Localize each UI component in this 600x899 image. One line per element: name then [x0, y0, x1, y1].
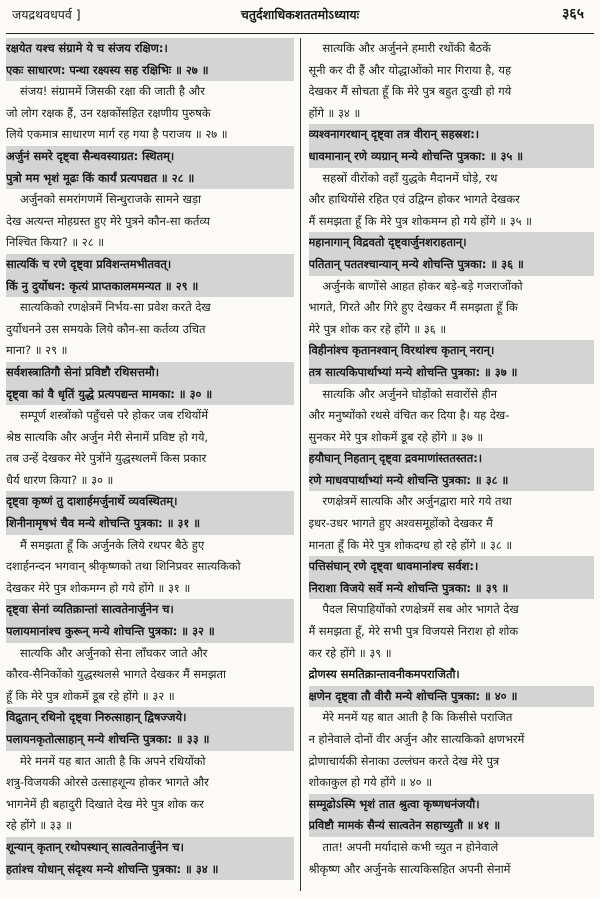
translation-line: तब उन्हें देखकर मेरे पुत्रोंने युद्धस्थलमें किस प्रकार — [6, 451, 207, 466]
translation-line: न होनेवाले दोनों वीर अर्जुन और सात्यकिको क्षणभरमें — [308, 732, 525, 746]
sanskrit-verse-line: पुत्रो मम भृशं मूढः किं कार्यं प्रत्यपद्यत ॥ २८ ॥ — [6, 168, 294, 190]
translation-line: श्रेष्ठ सात्यकि और अर्जुन मेरी सेनामें प्रविष्ट हो गये, — [6, 429, 209, 444]
page-header — [6, 0, 594, 34]
translation-paragraph — [309, 384, 595, 449]
translation-line: तात! अपनी मर्यादासे कभी च्युत न होनेवाले — [322, 839, 499, 854]
translation-line: सात्यकि और अर्जुनने हमारी रथोंकी बैठकें — [322, 41, 491, 55]
translation-line: द्रोणाचार्यकी सेनाका उल्लंघन करते देख मेरे पुत्र — [308, 753, 500, 768]
translation-paragraph — [6, 643, 294, 708]
translation-line: होंगे ॥ ३४ ॥ — [308, 105, 361, 120]
translation-line: मानता हूँ कि मेरे पुत्र शोकदग्ध हो रहे होंगे ॥ ३८ ॥ — [308, 537, 513, 552]
translation-line: सात्यकिको रणक्षेत्रमें निर्भय-सा प्रवेश करते देख — [20, 300, 211, 315]
sanskrit-verse-line: शिनीनामृषभं चैव मन्ये शोचन्ति पुत्रका: ॥ ३१ ॥ — [6, 513, 294, 535]
translation-line: धैर्य धारण किया? ॥ ३० ॥ — [6, 472, 114, 487]
translation-paragraph — [309, 707, 595, 793]
sanskrit-verse-line: सात्यकिं च रणे दृष्ट्वा प्रविशन्तमभीतवत्। — [6, 254, 294, 276]
translation-paragraph — [6, 405, 294, 491]
translation-paragraph — [309, 38, 595, 124]
translation-line: देखकर मैं सोचता हूँ कि मेरे पुत्र बहुत दुःखी हो गये — [308, 84, 512, 99]
sanskrit-verse-line: पतितान् पततश्चान्यान् मन्ये शोचन्ति पुत्रका: ॥ ३६ ॥ — [309, 254, 595, 276]
translation-line: मैं समझता हूँ कि अर्जुनके लिये रथपर बैठे हुए — [20, 537, 205, 552]
translation-paragraph — [6, 751, 294, 837]
translation-line: जो लोग रक्षक हैं, उन रक्षकोंसहित रक्षणीय पुरुषके — [6, 105, 211, 120]
translation-line: सात्यकि और अर्जुनको सेना लाँघकर जाते और — [20, 645, 208, 660]
text-columns — [6, 38, 594, 899]
sanskrit-verse-line: द्रोणस्य समतिक्रान्तावनीकमपराजितौ। — [308, 667, 460, 682]
translation-line: मेरे मनमें यह बात आती है कि किसीसे पराजित — [322, 710, 513, 725]
sanskrit-verse-line: निराशा विजये सर्वे मन्ये शोचन्ति पुत्रका: ॥ ३९ ॥ — [309, 578, 595, 600]
translation-paragraph — [309, 276, 595, 341]
translation-line: सम्पूर्ण शस्त्रोंको पहुँचसे परे होकर जब रथियोंमें — [20, 408, 209, 423]
sanskrit-verse-line: क्षणेन दृष्ट्वा तौ वीरौ मन्ये शोचन्ति पुत्रका: ॥ ४० ॥ — [309, 686, 595, 708]
translation-line: भागनेमें ही बहादुरी दिखाते देख मेरे पुत्र शोक कर — [6, 796, 204, 811]
translation-line: और हाथियोंसे रहित एवं उद्विग्न होकर भागते देखकर — [308, 192, 520, 207]
translation-line: दुर्योधनने उस समयके लिये कौन-सा कर्तव्य उचित — [6, 321, 206, 336]
translation-line: अर्जुनके बाणोंसे आहत होकर बड़े-बड़े गजराजोंको — [322, 278, 523, 293]
sanskrit-verse-line: विद्रुतान् रथिनो दृष्ट्वा निरुत्साहान् द्विषज्जये। — [6, 707, 294, 729]
sanskrit-verse-line: महानागान् विद्रवतो दृष्ट्वार्जुनशराहतान्। — [309, 232, 595, 254]
translation-line: रहे होंगे ॥ ३३ ॥ — [6, 818, 73, 833]
sanskrit-verse-line: व्यश्वनागरथान् दृष्ट्वा तत्र वीरान् सहस्रश:। — [309, 124, 595, 146]
sanskrit-verse-line: प्रविष्टौ मामकं सैन्यं सात्वतेन सहाच्युतौ ॥ ४१ ॥ — [309, 815, 595, 837]
translation-line: मेरे मनमें यह बात आती है कि अपने रथियोंको — [20, 753, 206, 768]
translation-line: शत्रु-विजयकी ओरसे उत्साहशून्य होकर भागते और — [6, 775, 209, 790]
sanskrit-verse-line: हयौघान् निहतान् दृष्ट्वा द्रवमाणांस्ततस्तत:। — [309, 448, 595, 470]
translation-line: पैदल सिपाहियोंको रणक्षेत्रमें सब ओर भागते देख — [322, 602, 519, 617]
translation-paragraph — [309, 491, 595, 556]
translation-line: इधर-उधर भागते हुए अश्वसमूहोंको देखकर मैं — [308, 516, 493, 531]
sanskrit-verse-line: पलायमानांश्च कुरून् मन्ये शोचन्ति पुत्रका: ॥ ३२ ॥ — [6, 621, 294, 643]
translation-line: मैं समझता हूँ कि मेरे पुत्र शोकमग्न हो गये होंगे ॥ ३५ ॥ — [308, 213, 533, 228]
translation-line: कर रहे होंगे ॥ ३९ ॥ — [308, 645, 392, 660]
translation-line: माना? ॥ २९ ॥ — [6, 343, 68, 358]
translation-line: सुनकर मेरे पुत्र शोकमें डूब रहे होंगे ॥ ३७ ॥ — [308, 429, 484, 444]
translation-line: और मनुष्योंको रथसे वंचित कर दिया है। यह देख- — [308, 408, 510, 423]
translation-paragraph — [6, 81, 294, 146]
translation-paragraph — [309, 168, 595, 233]
sanskrit-verse-line: एकः साधारण: पन्था रक्ष्यस्य सह रक्षिभिः ॥ २७ ॥ — [6, 60, 294, 82]
sanskrit-verse-line: दृष्ट्वा कृष्णं तु दाशार्हमर्जुनार्थे व्यवस्थितम्। — [6, 491, 294, 513]
translation-line: सात्यकि और अर्जुनने घोड़ोंको सवारोंसे हीन — [322, 386, 498, 401]
sanskrit-verse-line: सम्मूढोऽस्मि भृशं तात श्रुत्वा कृष्णधनंजयौ। — [309, 794, 595, 816]
sanskrit-verse-line: धावमानान् रणे व्यग्रान् मन्ये शोचन्ति पुत्रका: ॥ ३५ ॥ — [309, 146, 595, 168]
translation-line: अर्जुनको समरांगणमें सिन्धुराजके सामने खड़ा — [20, 192, 202, 207]
translation-line: मेरे पुत्र शोक कर रहे होंगे ॥ ३६ ॥ — [308, 321, 447, 336]
translation-line: हूँ कि मेरे पुत्र शोकमें डूब रहे होंगे ॥ ३२ ॥ — [6, 688, 175, 703]
translation-line: लिये एकमात्र साधारण मार्ग रह गया है पराजय ॥ २७ ॥ — [6, 127, 228, 142]
translation-line: संजय! संग्राममें जिसकी रक्षा की जाती है और — [20, 84, 205, 99]
sanskrit-verse-line: पलायनकृतोत्साहान् मन्ये शोचन्ति पुत्रका: ॥ ३३ ॥ — [6, 729, 294, 751]
translation-line: देख अत्यन्त मोहग्रस्त हुए मेरे पुत्रने कौन-सा कर्तव्य — [6, 213, 210, 228]
section-title: जयद्रथवधपर्व ] — [12, 7, 81, 22]
translation-line: रणक्षेत्रमें सात्यकि और अर्जुनद्वारा मारे गये तथा — [322, 494, 512, 509]
sanskrit-verse-line: दृष्ट्वा सेनां व्यतिक्रान्तां सात्वतेनार्जुनेन च। — [6, 599, 294, 621]
sanskrit-verse-line: किं नु दुर्योधन: कृत्यं प्राप्तकालममन्यत ॥ २९ ॥ — [6, 276, 294, 298]
translation-line: मैं समझता हूँ, मेरे सभी पुत्र विजयसे निराश हो शोक — [308, 624, 519, 639]
translation-paragraph — [6, 297, 294, 362]
translation-line: शोकाकुल हो गये होंगे ॥ ४० ॥ — [308, 775, 433, 790]
translation-paragraph — [309, 599, 595, 664]
translation-line: निश्चित किया? ॥ २८ ॥ — [6, 235, 105, 250]
translation-line: सहस्रों वीरोंको वहाँ युद्धके मैदानमें घोड़े, रथ — [322, 170, 498, 185]
translation-line: देखकर मेरे पुत्र शोकमग्न हो गये होंगे ॥ ३१ ॥ — [6, 580, 191, 595]
sanskrit-verse-line: रणे माधवपार्थाभ्यां मन्ये शोचन्ति पुत्रका: ॥ ३८ ॥ — [309, 470, 595, 492]
sanskrit-verse-line: सर्वशस्त्रातिगौ सेनां प्रविष्टौ रथिसत्तमौ। — [6, 362, 294, 384]
sanskrit-verse-line: पत्तिसंघान् रणे दृष्ट्वा धावमानांश्च सर्वश:। — [309, 556, 595, 578]
translation-paragraph — [6, 189, 294, 254]
sanskrit-verse-line: हतांश्च योधान् संदृश्य मन्ये शोचन्ति पुत्रका: ॥ ३४ ॥ — [6, 859, 294, 881]
translation-line: कौरव-सैनिकोंको युद्धस्थलसे भागते देखकर मैं समझता — [6, 667, 226, 682]
page-number: ३६५ — [562, 6, 584, 22]
left-column — [6, 38, 300, 899]
sanskrit-verse-line: दृष्ट्वा कां वै धृतिं युद्धे प्रत्यपद्यन्त मामका: ॥ ३० ॥ — [6, 384, 294, 406]
sanskrit-verse-line: विहीनांश्च कृतानश्वान् विरथांश्च कृतान् नरान्। — [309, 340, 595, 362]
translation-line: सूनी कर दी हैं और योद्धाओंको मार गिराया है, यह — [308, 62, 512, 77]
translation-line: भागते, गिरते और गिरे हुए देखकर मैं समझता हूँ कि — [308, 300, 518, 315]
translation-paragraph — [6, 535, 294, 600]
sanskrit-verse-line: तत्र सात्यकिपार्थाभ्यां मन्ये शोचन्ति पुत्रका: ॥ ३७ ॥ — [309, 362, 595, 384]
translation-line: दशार्हनन्दन भगवान् श्रीकृष्णको तथा शिनिप्रवर सात्यकिको — [6, 559, 241, 574]
sanskrit-verse-line: शून्यान् कृतान् रथोपस्थान् सात्वतेनार्जुनेन च। — [6, 837, 294, 859]
chapter-title: चतुर्दशाधिकशततमोऽध्यायः — [240, 7, 360, 22]
right-column — [301, 38, 595, 899]
sanskrit-verse-line: रक्षयेत यश्च संग्रामे ये च संजय रक्षिण:। — [6, 38, 294, 60]
sanskrit-verse-line: अर्जुनं समरे दृष्ट्वा सैन्धवस्याग्रत: स्थितम्। — [6, 146, 294, 168]
translation-paragraph — [309, 837, 595, 880]
translation-line: श्रीकृष्ण और अर्जुनके सात्यकिसहित अपनी सेनामें — [308, 861, 511, 876]
